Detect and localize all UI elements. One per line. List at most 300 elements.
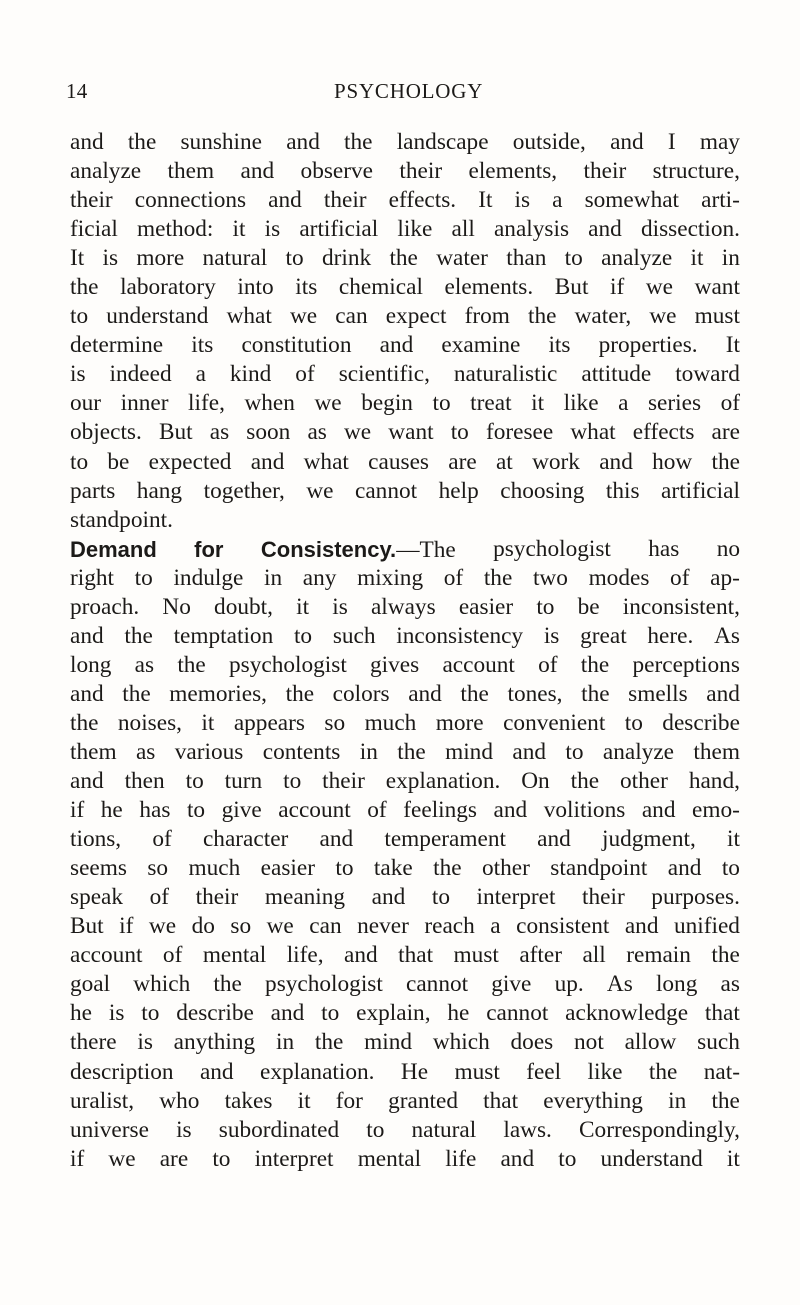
word: take [373,855,413,882]
word: give [491,971,532,998]
word: subordinated [218,1116,340,1143]
word: the [580,651,610,678]
text-line [70,999,740,1028]
word: in [359,738,378,765]
word: are [448,448,477,475]
word: account [442,651,515,678]
text-line [70,564,740,593]
word: objects. [70,419,142,446]
word: so [147,855,169,882]
word: soon [246,419,291,446]
word: the [122,680,151,707]
word: anything [173,1029,256,1056]
text-line [70,215,740,244]
word: takes [224,1087,273,1114]
word: it [531,390,545,417]
word: toward [675,361,740,388]
word: like [587,1058,623,1085]
word: long [655,971,698,998]
word: account [278,797,351,824]
word: to [335,855,354,882]
word: if [610,274,625,301]
text-line [70,622,740,651]
word: and [268,187,302,214]
word: their [582,884,625,911]
word: the [711,448,740,475]
word: perceptions [632,651,740,678]
text-line [70,389,740,418]
word: more [435,709,484,736]
word: standpoint. [70,506,173,533]
word: speak [70,884,124,911]
text-line [70,912,740,941]
word: analysis [493,216,570,243]
word: of [538,651,558,678]
word: must [454,1058,500,1085]
word: does [510,1029,554,1056]
word: and [199,1058,234,1085]
text-line [70,1028,740,1057]
word: it [690,245,704,272]
word: can [309,913,342,940]
word: the [314,1029,344,1056]
word: there [70,1029,117,1056]
word: drink [321,245,372,272]
word: which [432,1029,490,1056]
word: As [606,971,633,998]
word: up. [554,971,584,998]
word: must [694,303,740,330]
text-line [70,709,740,738]
word: connections [134,187,247,214]
word: feelings [403,797,477,824]
word: more [136,245,185,272]
word: modes [588,564,650,591]
word: we [343,419,372,446]
word: we [649,303,677,330]
section-heading-word: Demand [70,536,157,562]
text-line [70,1145,740,1174]
word: the [177,651,206,678]
word: natural [202,245,268,272]
word: But [70,913,104,940]
word: expected [148,448,232,475]
word: and [408,680,442,707]
word: want [694,274,740,301]
word: effects [632,419,695,446]
word: so [324,709,346,736]
word: the [433,855,462,882]
word: uralist, [70,1087,135,1114]
word: to [564,245,583,272]
text-line [70,854,740,883]
word: to [185,768,204,795]
word: elements. [444,274,534,301]
word: is [70,361,86,388]
word: and [706,680,740,707]
word: psychologist [493,535,611,562]
word: somewhat [584,187,680,214]
word: goal [70,971,111,998]
word: the [460,680,489,707]
word: as [135,738,156,765]
text-line [70,593,740,622]
word: structure, [652,158,740,185]
word: and [588,216,622,243]
text-line [70,796,740,825]
word: But [158,419,193,446]
text-line [70,535,740,564]
word: of [149,884,170,911]
word: to [70,303,89,330]
word: what [570,419,616,446]
word: a [552,187,563,214]
word: their [322,768,365,795]
word: of [720,390,740,417]
word: and [610,129,644,155]
word: dissection. [640,216,740,243]
word: and [70,129,104,155]
word: much [188,855,241,882]
word: are [159,1145,189,1172]
word: emo- [692,797,740,824]
word: easier [260,855,315,882]
word: tions, [70,826,122,853]
section-heading-word: Consistency.—The [260,536,456,563]
word: outside, [512,129,586,155]
word: choosing [500,477,585,504]
word: a [195,361,206,388]
word: and [70,768,104,795]
word: mind [364,1029,413,1056]
word: the [528,303,557,330]
word: if [70,797,85,824]
word: no [716,535,740,562]
word: it [727,826,740,853]
word: understand [106,303,209,330]
word: method: [137,216,214,243]
word: it [201,709,215,736]
word: the [285,680,315,707]
word: water, [574,303,632,330]
word: turn [224,768,263,795]
word: and [512,738,546,765]
word: to [285,245,304,272]
word: of [367,797,387,824]
word: to [70,448,89,475]
word: the [711,942,740,969]
word: its [548,332,571,359]
word: and [537,826,571,853]
word: and [70,622,104,649]
word: to [431,884,450,911]
word: then [124,768,165,795]
word: cannot [355,477,418,504]
word: is [137,1029,153,1056]
word: and [371,884,406,911]
word: and [624,913,659,940]
page-number: 14 [66,79,88,103]
word: and [286,129,320,155]
word: can [335,303,368,330]
word: it [297,1087,311,1114]
word: of [443,564,464,591]
word: like [563,390,599,417]
word: reach [424,913,475,940]
word: proach. [70,593,140,620]
word: in [264,564,283,591]
word: into [237,274,274,301]
word: laboratory [120,274,216,301]
word: we [314,390,342,417]
word: noises, [117,709,182,736]
word: has [139,797,171,824]
word: the [124,622,153,649]
word: want [388,419,434,446]
word: He [400,1058,429,1085]
word: allow [624,1029,677,1056]
word: are [711,419,740,446]
word: But [554,274,589,301]
word: unified [673,913,740,940]
word: consistent [516,913,610,940]
text-line [70,360,740,389]
word: to [536,593,555,620]
word: No [162,593,191,620]
word: all [582,942,606,969]
word: at [495,448,513,475]
word: purposes. [651,884,740,911]
word: universe [70,1116,149,1143]
word: what [226,303,272,330]
word: a [618,390,629,417]
word: that [398,942,434,969]
word: It [70,245,85,272]
word: we [306,477,334,504]
word: to [293,622,313,649]
word: of [670,564,690,591]
word: naturalistic [453,361,558,388]
word: to [186,797,206,824]
word: from [464,303,510,330]
word: ficial [70,216,118,243]
word: to [450,419,469,446]
word: feel [526,1058,562,1085]
word: may [699,129,740,155]
word: acknowledge [565,1000,689,1027]
word: memories, [169,680,267,707]
word: remain [626,942,691,969]
word: together, [203,477,285,504]
word: and [599,448,633,475]
word: to [624,709,643,736]
word: it [232,216,246,243]
word: granted [388,1087,458,1114]
word: as [209,419,230,446]
word: is [514,187,531,214]
word: smells [628,680,688,707]
word: explain, [356,1000,431,1027]
word: when [244,390,295,417]
word: to [432,390,451,417]
word: to [212,1145,231,1172]
word: sunshine [180,129,263,155]
word: temperament [384,826,506,853]
text-line [70,883,740,912]
word: elements, [468,158,558,185]
word: judgment, [602,826,696,853]
word: interpret [254,1145,334,1172]
text-line [70,477,740,506]
word: he [70,1000,92,1027]
word: our [70,390,102,417]
word: landscape [396,129,489,155]
word: the [389,245,418,272]
word: I [667,129,676,155]
word: inconsistency [396,622,524,649]
text-line [70,273,740,302]
word: them [693,738,740,765]
word: analyze [70,158,142,185]
word: the [344,129,373,155]
word: temptation [173,622,274,649]
word: and [240,158,275,185]
word: them [70,738,117,765]
text-line [70,1058,740,1087]
word: the [570,768,600,795]
word: its [295,274,318,301]
word: and [270,1000,305,1027]
word: everything [543,1087,643,1114]
word: inner [120,390,169,417]
word: interpret [476,884,556,911]
word: right [70,564,115,591]
text-line [70,418,740,447]
word: any [302,564,337,591]
word: such [332,622,376,649]
word: always [370,593,436,620]
word: mental [357,1145,422,1172]
section-heading-word: for [194,536,224,562]
word: them [167,158,215,185]
word: inconsistent, [622,593,740,620]
word: analyze [602,738,675,765]
word: must [453,942,499,969]
word: seems [70,855,127,882]
word: is [176,1116,192,1143]
word: is [332,593,348,620]
word: observe [300,158,373,185]
word: life, [188,390,225,417]
word: the [127,129,157,155]
word: such [697,1029,740,1056]
word: artificial [299,216,379,243]
word: analyze [601,245,673,272]
word: much [364,709,417,736]
word: as [720,971,740,998]
word: colors [332,680,390,707]
word: the [213,971,242,998]
word: how [652,448,693,475]
word: and [667,855,702,882]
word: is [264,216,281,243]
word: It [478,187,493,214]
text-line [70,506,740,535]
word: psychologist [229,651,347,678]
text-line [70,186,740,215]
text-line [70,651,740,680]
word: cannot [406,971,469,998]
word: understand [600,1145,703,1172]
running-title: PSYCHOLOGY [334,79,484,103]
word: who [159,1087,200,1114]
word: and [641,797,676,824]
word: its [191,332,214,359]
word: easier [458,593,514,620]
word: the [483,564,513,591]
word: so [230,913,252,940]
word: causes [368,448,429,475]
word: we [148,913,177,940]
word: doubt, [214,593,273,620]
word: Correspondingly, [579,1116,740,1143]
word: convenient [503,709,606,736]
word: series [647,390,702,417]
word: than [506,245,547,272]
word: is [102,245,119,272]
text-line [70,825,740,854]
word: and [319,826,354,853]
word: in [275,1029,295,1056]
word: what [303,448,349,475]
word: that [483,1087,519,1114]
text-line [70,331,740,360]
text-line [70,738,740,767]
word: scientific, [338,361,430,388]
text-line [70,767,740,796]
word: other [482,855,530,882]
word: it [296,593,310,620]
word: a [490,913,501,940]
word: and [250,448,285,475]
word: explanation. [385,768,501,795]
word: effects. [388,187,457,214]
running-head [0,79,800,109]
word: their [399,158,443,185]
word: their [323,187,367,214]
word: all [451,216,475,243]
text-line [70,244,740,273]
word: the [648,1058,678,1085]
word: gives [370,651,420,678]
word: to [721,855,740,882]
word: their [195,884,239,911]
word: in [721,245,740,272]
word: laws. [503,1116,552,1143]
word: describe [176,1000,254,1027]
word: cannot [486,1000,549,1027]
word: various [174,738,244,765]
word: we [266,913,294,940]
text-line [70,302,740,331]
word: attitude [581,361,652,388]
word: be [107,448,130,475]
word: life, [286,942,324,969]
text-line [70,448,740,477]
word: of [162,942,183,969]
word: constitution [241,332,352,359]
text-line [70,680,740,709]
